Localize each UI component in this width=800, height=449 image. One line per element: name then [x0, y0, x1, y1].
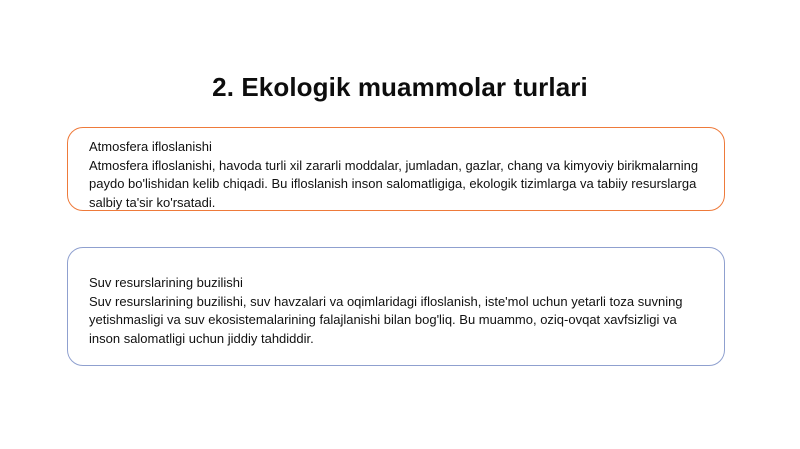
card-heading: Suv resurslarining buzilishi: [89, 275, 243, 290]
card-atmosphere-pollution: [67, 127, 725, 211]
slide-title: 2. Ekologik muammolar turlari: [212, 72, 588, 102]
card-water-resources: [67, 247, 725, 366]
card-body: Atmosfera ifloslanishi, havoda turli xil zararli moddalar, jumladan, gazlar, chang va kimyoviy birikmalarning paydo bo'lishidan kelib chiqadi. Bu ifloslanish inson salomatligiga, ekologik tizimlarga va tabiiy resurslarga salbiy ta'sir ko'rsatadi.: [89, 157, 699, 210]
card-body: Suv resurslarining buzilishi, suv havzalari va oqimlaridagi ifloslanish, iste'mol uchun yetarli toza suvning yetishmasligi va suv ekosistemalarining falajlanishi bilan bog'liq. Bu muammo, oziq-ovqat xavfsizligi va inson salomatligi uchun jiddiy tahdiddir.: [89, 293, 683, 346]
card-heading: Atmosfera ifloslanishi: [89, 139, 212, 154]
